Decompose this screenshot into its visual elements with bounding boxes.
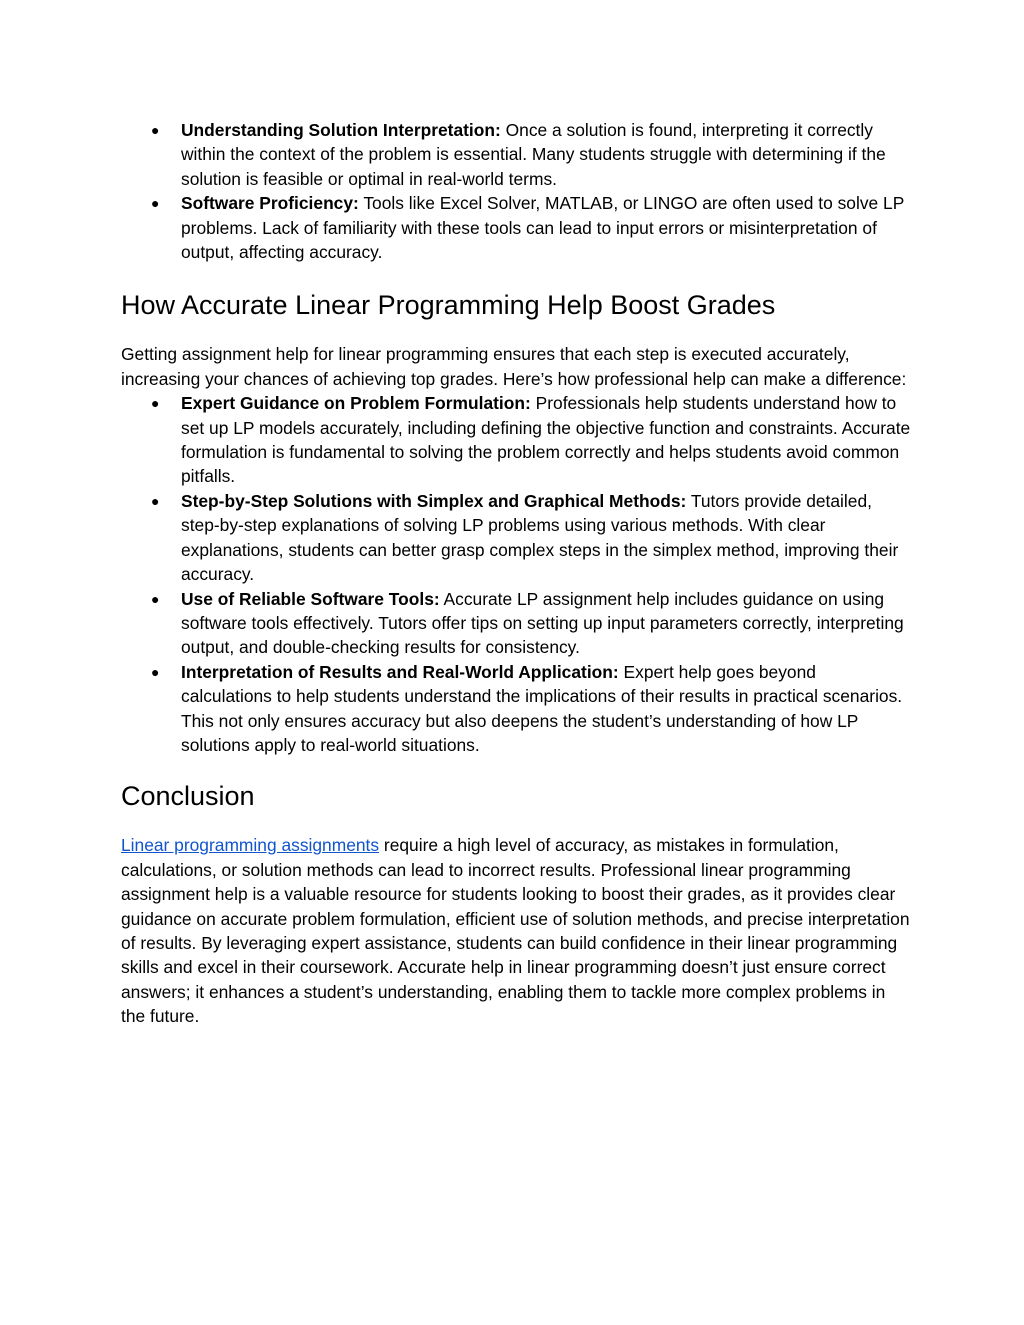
list-item-title: Interpretation of Results and Real-World Application: — [181, 661, 619, 682]
list-item — [121, 118, 911, 191]
bullet-icon: ● — [151, 395, 160, 412]
list-item — [121, 660, 911, 758]
list-item-title: Expert Guidance on Problem Formulation: — [181, 393, 531, 414]
list-item-text: Tutors provide detailed, step-by-step explanations of solving LP problems using various methods. With clear explanations, students can better grasp complex steps in the simplex method, improving their accuracy. — [181, 490, 899, 585]
list-item-text: Tools like Excel Solver, MATLAB, or LINGO are often used to solve LP problems. Lack of familiarity with these tools can lead to input errors or misinterpretation of output, affecting accuracy. — [181, 193, 904, 263]
bullet-icon: ● — [151, 492, 160, 509]
bullet-list-help — [121, 391, 911, 757]
list-item-title: Understanding Solution Interpretation: — [181, 120, 501, 140]
section-heading-boost-grades: How Accurate Linear Programming Help Boost Grades — [121, 290, 776, 321]
list-item — [121, 391, 911, 489]
bullet-list-challenges — [121, 118, 911, 264]
bullet-icon: ● — [151, 663, 160, 680]
list-item-title: Step-by-Step Solutions with Simplex and Graphical Methods: — [181, 490, 687, 511]
list-item-title: Use of Reliable Software Tools: — [181, 588, 440, 609]
document-page — [121, 118, 911, 1029]
linear-programming-assignments-link[interactable]: Linear programming assignments — [121, 835, 380, 856]
list-item-text: Once a solution is found, interpreting it correctly within the context of the problem is essential. Many students struggle with determining if the solution is feasible or optimal in real-world terms. — [181, 120, 886, 189]
list-item-title: Software Proficiency: — [181, 193, 359, 214]
bullet-icon: ● — [151, 195, 160, 212]
bullet-icon: ● — [151, 590, 160, 607]
bullet-icon: ● — [151, 122, 160, 138]
list-item-text: Professionals help students understand how to set up LP models accurately, including defining the objective function and constraints. Accurate formulation is fundamental to solving the problem correctly and helps students avoid common pitfalls. — [181, 393, 911, 487]
conclusion-text: require a high level of accuracy, as mistakes in formulation, calculations, or solution methods can lead to incorrect results. Professional linear programming assignment help is a valuable resource for students looking to boost their grades, as it provides clear guidance on accurate problem formulation, efficient use of solution methods, and precise interpretation of results. By leveraging expert assistance, students can build confidence in their linear programming skills and excel in their coursework. Accurate help in linear programming doesn’t just ensure correct answers; it enhances a student’s understanding, enabling them to tackle more complex problems in the future. — [121, 835, 910, 1027]
section-heading-conclusion: Conclusion — [121, 781, 255, 812]
list-item-text: Expert help goes beyond calculations to help students understand the implications of their results in practical scenarios. This not only ensures accuracy but also deepens the student’s understanding of how LP solutions apply to real-world situations. — [181, 661, 903, 755]
section-intro-paragraph: Getting assignment help for linear programming ensures that each step is executed accurately, increasing your chances of achieving top grades. Here’s how professional help can make a difference: — [121, 344, 907, 389]
list-item — [121, 489, 911, 587]
list-item-text: Accurate LP assignment help includes guidance on using software tools effectively. Tutors offer tips on setting up input parameters correctly, interpreting output, and double-checking results for consistency. — [181, 588, 904, 658]
list-item — [121, 191, 911, 264]
list-item — [121, 587, 911, 660]
conclusion-paragraph — [121, 833, 911, 1028]
